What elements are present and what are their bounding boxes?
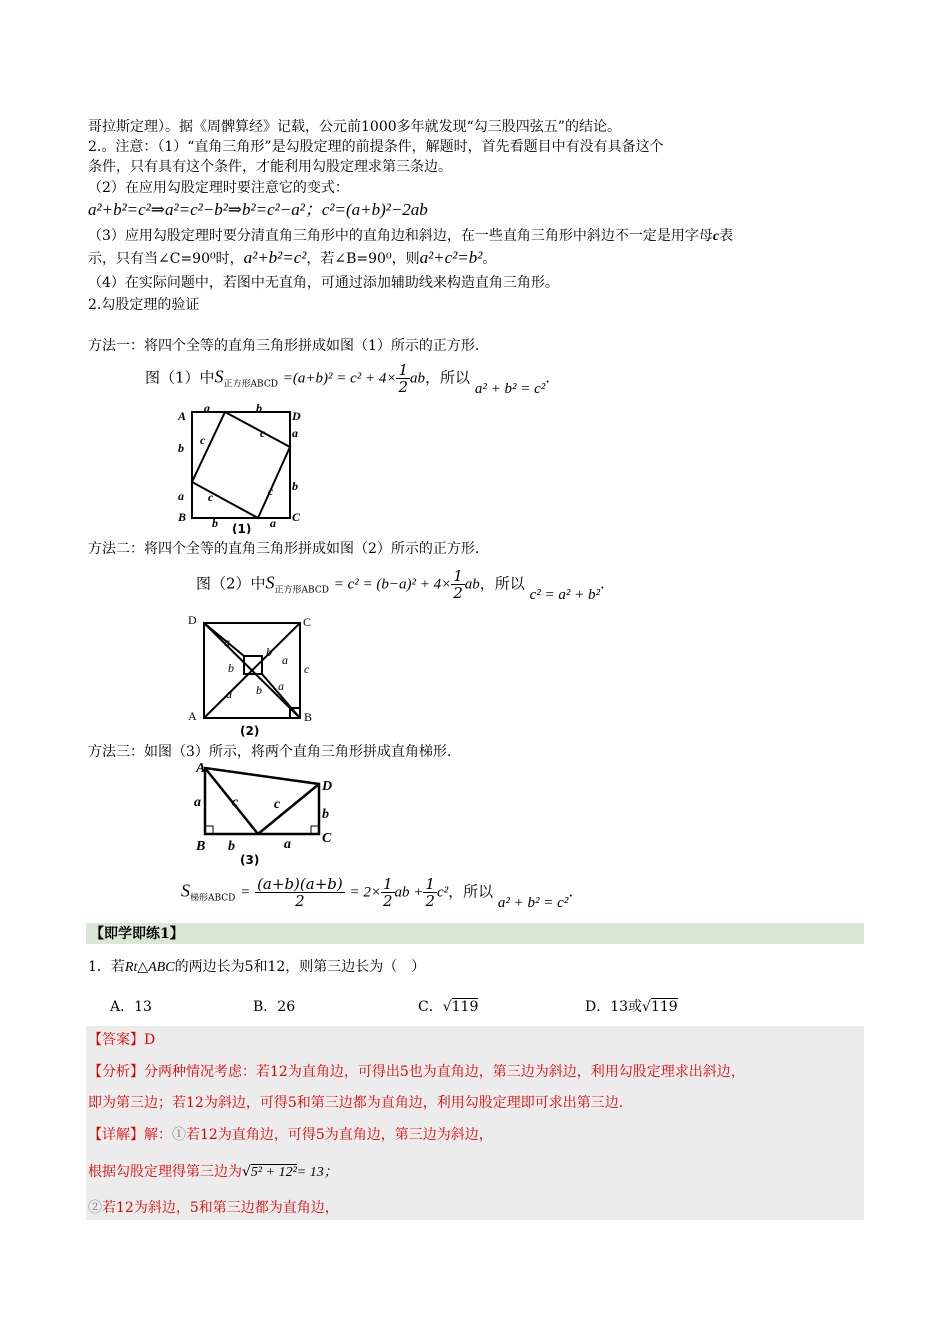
analysis-line-2: 即为第三边；若12为斜边，可得5和第三边都为直角边，利用勾股定理即可求出第三边. [88,1095,624,1111]
fig3-side-c: c [232,795,239,810]
fig2-side-b: b [256,683,262,697]
method1-title: 方法一：将四个全等的直角三角形拼成如图（1）所示的正方形. [88,338,480,354]
fig3-side-a: a [284,837,291,852]
option-b: B．26 [253,999,296,1015]
fig1-side-b: b [292,479,298,493]
intro-line-4: （2）在应用勾股定理时要注意它的变式： [88,180,349,196]
fig1-side-c: c [260,426,266,440]
fig1-side-a: a [292,426,298,440]
method2-title: 方法二：将四个全等的直角三角形拼成如图（2）所示的正方形. [88,541,480,557]
fig1-inner-square [192,412,290,518]
fig1-side-c: c [208,490,214,504]
method1-formula: 图（1）中$S_{正方形ABCD} =(a+b)^2 = c^2 + 4\times$ $\frac{1}{2}$ ab，所以 a² + b² = c². [145,361,551,397]
fig3-side-a: a [194,795,201,810]
fig2-side-c: c [304,662,310,676]
figure-1 [170,402,310,534]
intro-line-6: （3）应用勾股定理时要分清直角三角形中的直角边和斜边，在一些直角三角形中斜边不一定是用字母c表 [88,228,734,244]
practice-banner [86,923,864,944]
fig1-side-b: b [256,402,262,415]
method2-formula: 图（2）中$S_{正方形ABCD} = c^2 = (b-a)^2 + 4\times$ $\frac{1}{2}$ ab，所以 c² = a² + b². [196,567,605,603]
option-a: A．13 [110,999,152,1015]
fig1-label-D: D [292,409,301,423]
fig1-side-b: b [212,516,218,530]
fig1-label-A: A [178,409,187,423]
fig2-caption: (2) [240,724,260,738]
practice-banner-label: 【即学即练1】 [90,926,184,942]
figure-2 [182,610,322,738]
method3-title: 方法三：如图（3）所示，将两个直角三角形拼成直角梯形. [88,744,452,760]
fig2-label-D: D [188,613,197,627]
intro-line-3: 条件，只有具有这个条件，才能利用勾股定理求第三条边。 [88,159,452,175]
fig2-label-C: C [303,615,312,629]
method3-formula: $S_{梯形ABCD}$ = $\frac{(a+b)(a+b)}{2}$ = 2× $\frac{1}{2}$ ab + $\frac{1}{2}$ c²，所以 a² + b² = c². [181,875,574,911]
fig3-label-C: C [322,831,332,846]
fig1-label-B: B [178,510,187,524]
fig2-label-A: A [188,709,197,723]
fig1-side-c: c [268,484,274,498]
fig1-caption: (1) [232,522,252,534]
fig3-label-D: D [322,779,333,794]
figure-3 [188,760,348,872]
intro-line-2: 2.。注意：（1）“直角三角形”是勾股定理的前提条件，解题时，首先看题目中有没有具备这个 [88,139,664,155]
fig3-caption: (3) [240,853,260,867]
fig1-outer-square [192,412,290,518]
fig3-trapezoid [205,768,319,834]
fig1-side-b: b [178,441,184,455]
fig3-label-A: A [196,761,206,776]
fig3-side-b: b [322,807,329,822]
fig2-side-a: a [224,635,230,649]
fig1-side-a: a [270,516,276,530]
fig1-side-a: a [204,402,210,415]
fig3-side-b: b [228,839,235,854]
detail-line-1: 【详解】解：①若12为直角边，可得5为直角边，第三边为斜边， [88,1127,493,1143]
intro-line-8: （4）在实际问题中，若图中无直角，可通过添加辅助线来构造直角三角形。 [88,275,559,291]
detail-line-2: 根据勾股定理得第三边为√5² + 12²= 13； [88,1164,338,1180]
option-d: D．13或√119 [585,999,678,1015]
fig2-side-a: a [226,687,232,701]
question-1: 1．若Rt△ABC的两边长为5和12，则第三边长为（ ） [88,959,426,975]
analysis-line-1: 【分析】分两种情况考虑：若12为直角边，可得出5也为直角边，第三边为斜边，利用勾股定理求出斜边， [88,1064,745,1080]
fig2-side-a: a [278,679,284,693]
fig1-side-c: c [200,433,206,447]
fig3-label-B: B [196,839,206,854]
fig2-side-b: b [228,661,234,675]
fig1-label-C: C [292,510,301,524]
intro-line-7: 示，只有当∠C=90⁰时，a²+b²=c²，若∠B=90⁰，则a²+c²=b²。 [88,248,497,267]
detail-line-3: ②若12为斜边，5和第三边都为直角边， [88,1200,339,1216]
fig1-side-a: a [178,489,184,503]
answer-line: 【答案】D [88,1032,156,1048]
variant-formula: a²+b²=c²⇒a²=c²−b²⇒b²=c²−a²；c²=(a+b)²−2ab [88,200,428,219]
fig2-side-b: b [266,645,272,659]
section-heading-verification: 2.勾股定理的验证 [88,297,200,313]
fig2-label-B: B [304,710,313,724]
fig3-side-c: c [274,797,281,812]
fig2-side-a: a [282,653,288,667]
solution-box [86,1026,864,1220]
intro-line-1: 哥拉斯定理）。据《周髀算经》记载，公元前1000多年就发现“勾三股四弦五”的结论。 [88,119,621,135]
option-c: C．√119 [418,999,479,1015]
